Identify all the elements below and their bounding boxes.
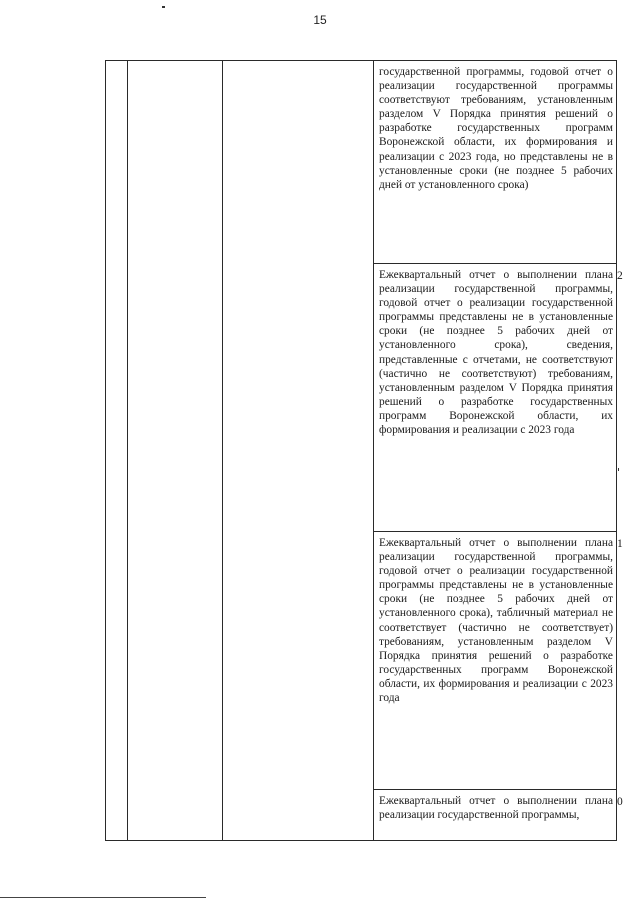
criteria-table (105, 60, 623, 841)
criterion-text: Ежеквартальный отчет о выполнении плана реализации государственной программы, годовой отчет о реализации государственной программы представлены не в установленные сроки (не позднее 5 рабочих дней от установленного срока), табличный материал не соответствует (частично не соответствует) требованиям, установленным разделом V Порядка принятия решений о разработке государственных программ Воронежской области, их формирования и реализации с 2023 года (379, 537, 613, 705)
number-cell (106, 61, 128, 841)
indicator-cell (223, 61, 374, 841)
scan-speck (162, 6, 165, 8)
page-number: 15 (313, 13, 327, 27)
table-row: Ежеквартальный отчет о выполнении плана реализации государственной программы, годовой отчет о реализации государственной программы представлены не в установленные сроки (не позднее 5 рабочих дней от установленного срока), сведения, представленные с отчетами, не соответствуют (частично не соответствуют) требованиям, установленным разделом V Порядка принятия решений о разработке государственных программ Воронежской области, их формирования и реализации с 2023 года 2 (106, 264, 617, 532)
criterion-text-cell (374, 532, 617, 790)
table-row (106, 61, 617, 264)
criterion-name-cell (128, 61, 223, 841)
criterion-text: государственной программы, годовой отчет о реализации государственной программы соответствуют требованиям, установленным разделом V Порядка принятия решений о разработке государственных программ Воронежской области, их формирования и реализации с 2023 года, но представлены не в установленные сроки (не позднее 5 рабочих дней от установленного срока) (379, 66, 613, 191)
table-row: Ежеквартальный отчет о выполнении плана реализации государственной программы, 0 (106, 790, 617, 841)
criterion-text: Ежеквартальный отчет о выполнении плана реализации государственной программы, (379, 795, 613, 822)
criterion-text-cell (374, 264, 617, 532)
footnote-separator (0, 897, 206, 898)
criterion-text-cell (374, 61, 617, 264)
criterion-text-cell (374, 790, 617, 841)
scan-speck (618, 468, 619, 471)
criterion-text: Ежеквартальный отчет о выполнении плана реализации государственной программы, годовой отчет о реализации государственной программы представлены не в установленные сроки (не позднее 5 рабочих дней от установленного срока), сведения, представленные с отчетами, не соответствуют (частично не соответствуют) требованиям, установленным разделом V Порядка принятия решений о разработке государственных программ Воронежской области, их формирования и реализации с 2023 года (379, 269, 613, 437)
table-row: Ежеквартальный отчет о выполнении плана реализации государственной программы, годовой отчет о реализации государственной программы представлены не в установленные сроки (не позднее 5 рабочих дней от установленного срока), табличный материал не соответствует (частично не соответствует) требованиям, установленным разделом V Порядка принятия решений о разработке государственных программ Воронежской области, их формирования и реализации с 2023 года 1 (106, 532, 617, 790)
